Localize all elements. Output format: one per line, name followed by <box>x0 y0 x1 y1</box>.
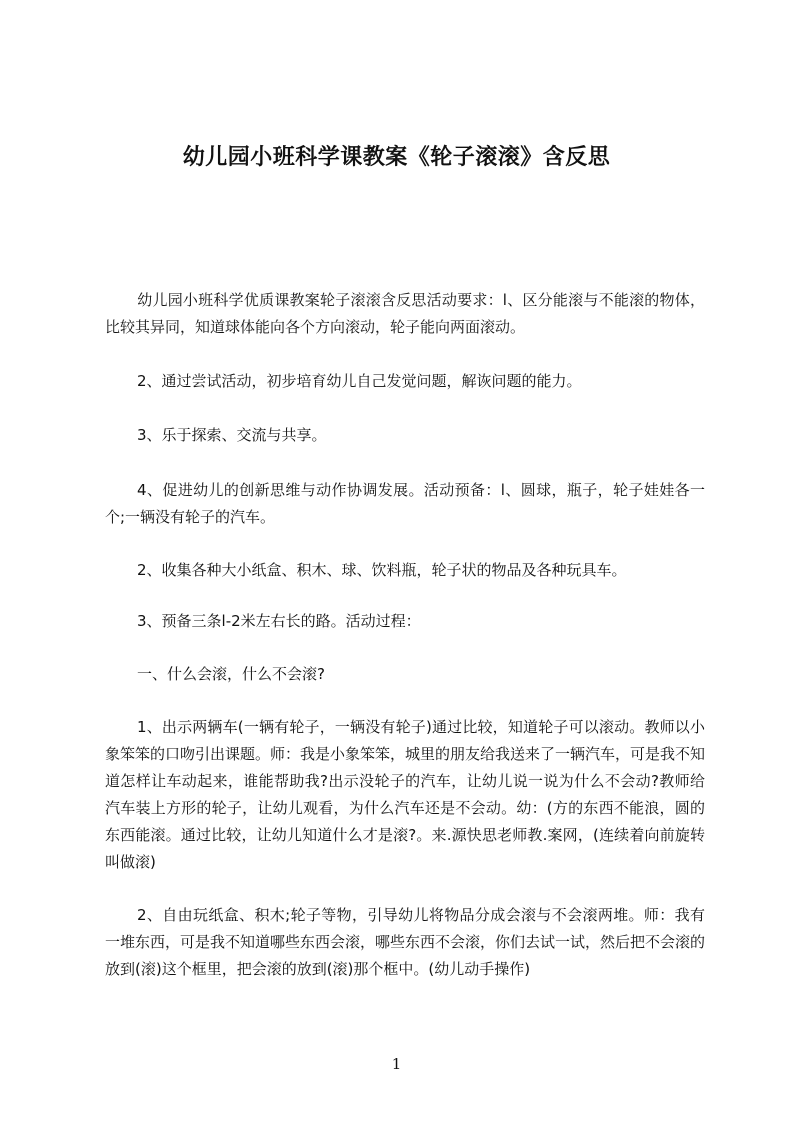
paragraph-text: 2、自由玩纸盒、积木;轮子等物，引导幼儿将物品分成会滚与不会滚两堆。师：我有一堆东西，可是我不知道哪些东西会滚，哪些东西不会滚，你们去试一试，然后把不会滚的放到(滚)这个框里，把会滚的放到(滚)那个框中。(幼儿动手操作) <box>105 906 706 978</box>
page-number: 1 <box>391 1055 402 1073</box>
section-heading <box>105 661 705 688</box>
paragraph-goal-2 <box>105 368 705 395</box>
paragraph-text: 一、什么会滚，什么不会滚? <box>137 665 325 683</box>
paragraph-step-2 <box>105 902 705 983</box>
paragraph-text: 2、通过尝试活动，初步培育幼儿自己发觉问题，解诙问题的能力。 <box>137 372 582 390</box>
paragraph-text: 2、收集各种大小纸盒、积木、球、饮料瓶，轮子状的物品及各种玩具车。 <box>137 561 627 579</box>
paragraph-goal-3 <box>105 422 705 449</box>
paragraph-goal-4 <box>105 477 705 531</box>
paragraph-step-1 <box>105 714 705 876</box>
paragraph-text: 3、预备三条l-2米左右长的路。活动过程： <box>137 612 421 630</box>
paragraph-prep-2 <box>105 557 705 584</box>
paragraph-text: 3、乐于探索、交流与共享。 <box>137 426 327 444</box>
paragraph-text: 1、出示两辆车(一辆有轮子，一辆没有轮子)通过比较，知道轮子可以滚动。教师以小象笨笨的口吻引出课题。师：我是小象笨笨，城里的朋友给我送来了一辆汽车，可是我不知道怎样让车动起来，谁能帮助我?出示没轮子的汽车，让幼儿说一说为什么不会动?教师给汽车装上方形的轮子，让幼儿观看，为什么汽车还是不会动。幼：(方的东西不能浪，圆的东西能滚。通过比较，让幼儿知道什么才是滚?。来.源快思老师教.案网，(连续着向前旋转叫做滚) <box>105 718 706 871</box>
paragraph-prep-3 <box>105 608 705 635</box>
paragraph-text: 幼儿园小班科学优质课教案轮子滚滚含反思活动要求：l、区分能滚与不能滚的物体，比较其异同，知道球体能向各个方向滚动，轮子能向两面滚动。 <box>105 291 705 336</box>
paragraph-text: 4、促进幼儿的创新思维与动作协调发展。活动预备：l、圆球，瓶子，轮子娃娃各一个;一辆没有轮子的汽车。 <box>105 481 705 526</box>
document-title: 幼儿园小班科学课教案《轮子滚滚》含反思 <box>182 145 611 170</box>
paragraph-intro <box>105 287 705 341</box>
